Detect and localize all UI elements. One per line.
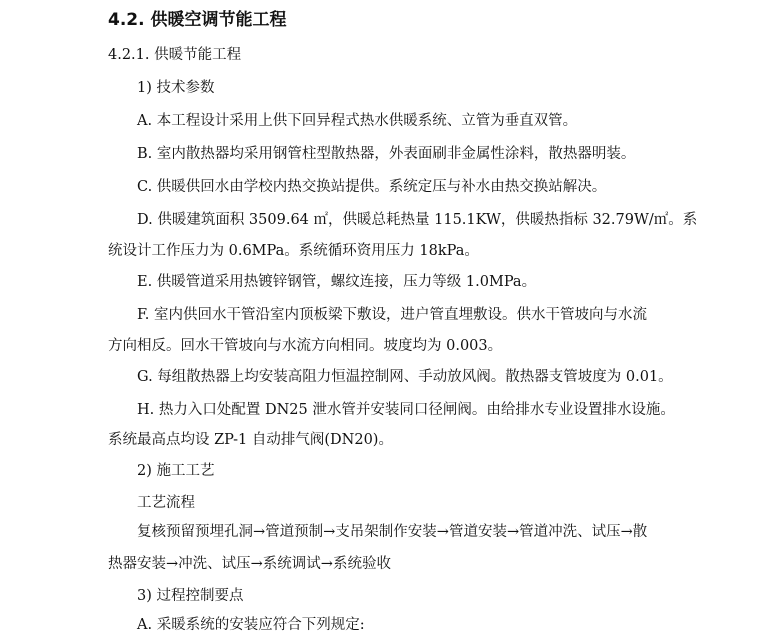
paragraph-f-line1: F. 室内供回水干管沿室内顶板梁下敷设，进户管直埋敷设。供水干管坡向与水流 (137, 307, 648, 323)
paragraph-g: G. 每组散热器上均安装高阻力恒温控制网、手动放风阀。散热器支管坡度为 0.01。 (137, 369, 673, 385)
subsection-heading: 4.2.1. 供暖节能工程 (108, 47, 242, 63)
paragraph-d-line1: D. 供暖建筑面积 3509.64 ㎡，供暖总耗热量 115.1KW，供暖热指标 32.79W/㎡。系 (137, 212, 698, 228)
section3-title: 3) 过程控制要点 (137, 588, 244, 604)
paragraph-e: E. 供暖管道采用热镀锌钢管，螺纹连接，压力等级 1.0MPa。 (137, 274, 537, 290)
paragraph-d-line2: 统设计工作压力为 0.6MPa。系统循环资用压力 18kPa。 (108, 243, 479, 259)
paragraph-h-line2: 系统最高点均设 ZP-1 自动排气阀(DN20)。 (108, 432, 393, 448)
paragraph-c: C. 供暖供回水由学校内热交换站提供。系统定压与补水由热交换站解决。 (137, 179, 607, 195)
section-heading: 4.2. 供暖空调节能工程 (108, 10, 287, 30)
section1-title: 1) 技术参数 (137, 80, 215, 96)
process-flow-line2: 热器安装→冲洗、试压→系统调试→系统验收 (108, 556, 391, 572)
process-flow-line1: 复核预留预埋孔洞→管道预制→支吊架制作安装→管道安装→管道冲洗、试压→散 (137, 524, 648, 540)
section2-title: 2) 施工工艺 (137, 463, 215, 479)
paragraph-b: B. 室内散热器均采用钢管柱型散热器，外表面刷非金属性涂料，散热器明装。 (137, 146, 636, 162)
paragraph-h-line1: H. 热力入口处配置 DN25 泄水管并安装同口径闸阀。由给排水专业设置排水设施。 (137, 402, 675, 418)
paragraph-last: A. 采暖系统的安装应符合下列规定: (137, 617, 365, 633)
paragraph-f-line2: 方向相反。回水干管坡向与水流方向相同。坡度均为 0.003。 (108, 338, 503, 354)
paragraph-a: A. 本工程设计采用上供下回异程式热水供暖系统、立管为垂直双管。 (137, 113, 578, 129)
process-label: 工艺流程 (137, 495, 195, 511)
